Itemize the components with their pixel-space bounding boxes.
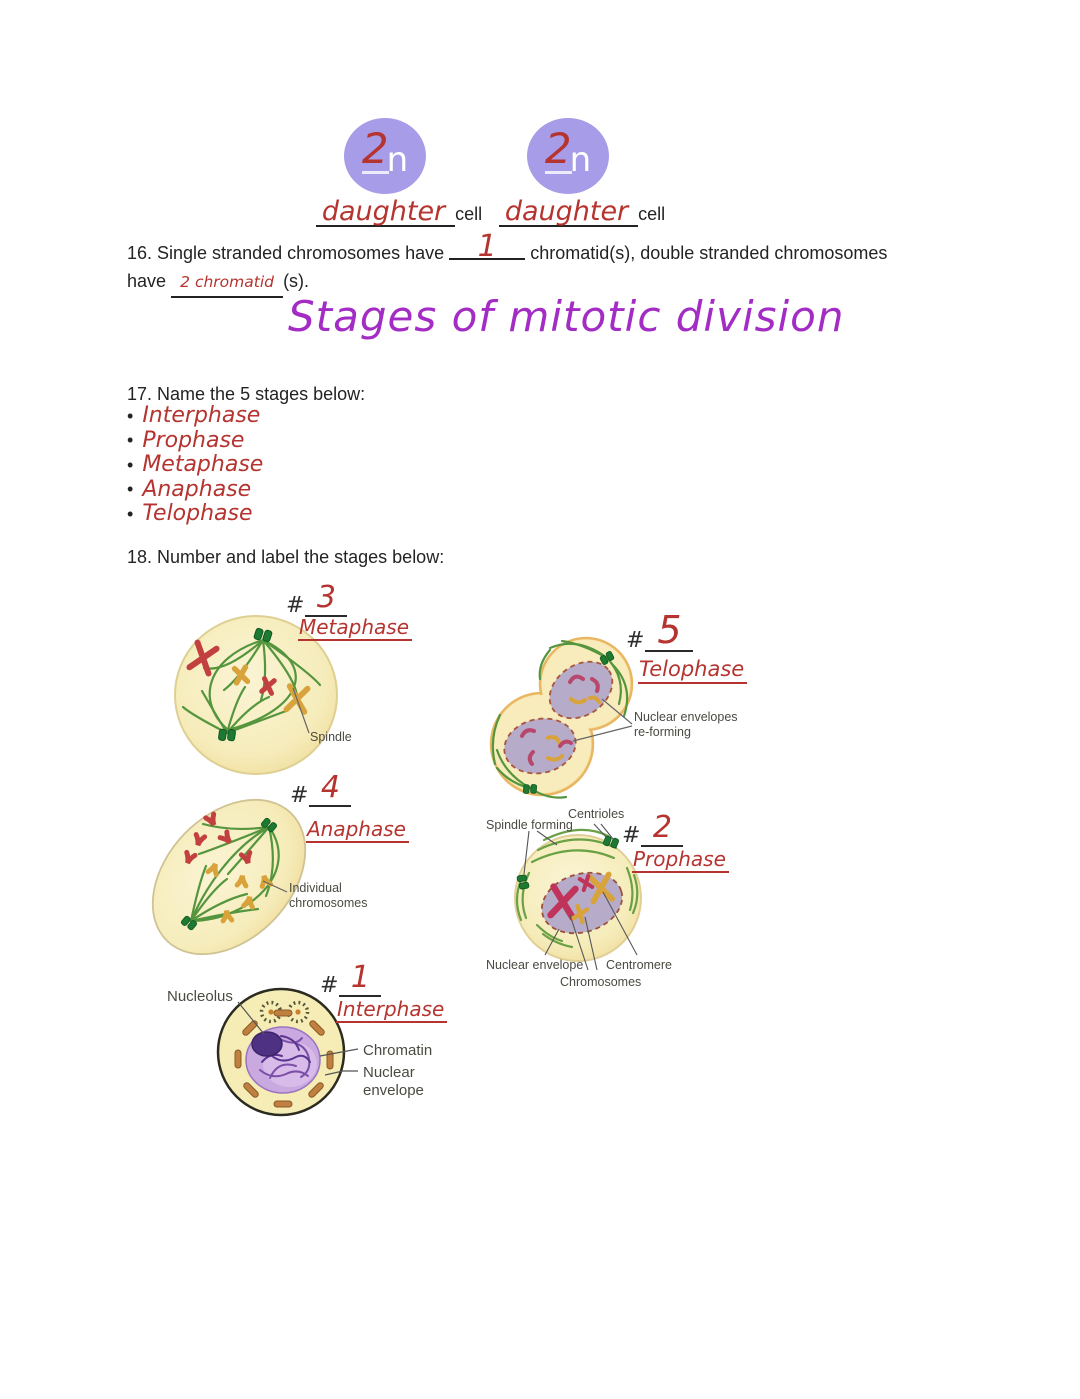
q16-text-1: 16. Single stranded chromosomes have: [127, 243, 445, 263]
q16-answer-1: 1: [477, 229, 497, 264]
label-chromatin: Chromatin: [363, 1042, 433, 1059]
q16-text-4: (s).: [283, 270, 310, 291]
stage-interphase: Interphase: [142, 403, 261, 429]
cell-word-1: cell: [455, 204, 483, 224]
prophase-stage-label: Prophase: [632, 848, 729, 873]
anaphase-stage-label: Anaphase: [306, 818, 409, 843]
ploidy-number-2: 2: [544, 124, 572, 173]
list-item: [127, 478, 263, 503]
q16-text-3: have: [127, 270, 167, 291]
telophase-number: 5: [645, 612, 693, 652]
stage-metaphase: Metaphase: [142, 452, 264, 478]
mitosis-diagram-art: [0, 578, 1080, 1188]
ploidy-number-1: 2: [361, 124, 389, 173]
telophase-stage-label: Telophase: [638, 658, 747, 684]
label-spindle: Spindle: [310, 730, 352, 744]
daughter-cell-group-2: [478, 118, 666, 227]
label-nuclear-envelopes-reforming: Nuclear envelopes re-forming: [634, 710, 738, 739]
daughter-label-2: [499, 198, 665, 227]
stage-prophase: Prophase: [142, 427, 245, 453]
question-17-heading: 17. Name the 5 stages below:: [127, 384, 366, 404]
stage-anaphase: Anaphase: [142, 476, 252, 502]
interphase-number: 1: [339, 964, 381, 997]
ploidy-circle-2: [527, 118, 609, 194]
question-16-line-1: [127, 229, 987, 268]
label-nucleolus: Nucleolus: [167, 988, 233, 1005]
interphase-number-annotation: [320, 960, 381, 998]
q16-text-2: chromatid(s), double stranded chromosomes: [530, 243, 888, 263]
label-centrioles: Centrioles: [568, 807, 625, 821]
mitosis-diagrams: [0, 578, 1080, 1188]
bullet-icon: •: [127, 503, 134, 524]
daughter-cell-group-1: [295, 118, 483, 227]
telophase-cell: [491, 638, 632, 798]
ploidy-letter-1: n: [386, 140, 409, 180]
question-18-heading: 18. Number and label the stages below:: [127, 547, 445, 567]
label-nuclear-envelope-interphase: Nuclear envelope: [363, 1064, 424, 1099]
daughter-answer-1: daughter: [321, 196, 446, 227]
metaphase-number: 3: [305, 584, 347, 617]
bullet-icon: •: [127, 479, 134, 500]
list-item: [127, 502, 263, 527]
label-nuclear-envelope: Nuclear envelope: [486, 958, 584, 972]
anaphase-number: 4: [309, 774, 351, 807]
q16-blank-2: [171, 268, 283, 298]
section-title: Stages of mitotic division: [288, 292, 845, 341]
prophase-number: 2: [641, 814, 683, 847]
bullet-icon: •: [127, 454, 134, 475]
interphase-stage-label: Interphase: [336, 998, 447, 1023]
list-item: [127, 429, 263, 454]
label-centromere: Centromere: [606, 958, 672, 972]
hash-symbol: #: [626, 628, 645, 654]
ploidy-letter-2: n: [569, 140, 592, 180]
telophase-number-annotation: [626, 608, 693, 654]
label-individual-chromosomes: Individual chromosomes: [289, 881, 368, 910]
list-item: [127, 404, 263, 429]
q16-answer-2: 2 chromatid: [180, 272, 274, 291]
anaphase-number-annotation: [290, 770, 351, 808]
list-item: [127, 453, 263, 478]
question-16: [127, 229, 987, 298]
hash-symbol: #: [622, 822, 641, 848]
bullet-icon: •: [127, 405, 134, 426]
hash-symbol: #: [286, 592, 305, 618]
stage-telophase: Telophase: [142, 501, 253, 527]
stage-list: [127, 404, 263, 527]
daughter-answer-2: daughter: [504, 196, 629, 227]
metaphase-number-annotation: [286, 580, 347, 618]
daughter-label-1: [316, 198, 482, 227]
bullet-icon: •: [127, 430, 134, 451]
cell-word-2: cell: [638, 204, 666, 224]
prophase-number-annotation: [622, 810, 683, 848]
label-spindle-forming: Spindle forming: [486, 818, 573, 832]
ploidy-circle-1: [344, 118, 426, 194]
metaphase-stage-label: Metaphase: [298, 616, 412, 641]
hash-symbol: #: [290, 782, 309, 808]
label-chromosomes: Chromosomes: [560, 975, 642, 989]
q16-blank-1: [449, 229, 525, 264]
hash-symbol: #: [320, 972, 339, 998]
